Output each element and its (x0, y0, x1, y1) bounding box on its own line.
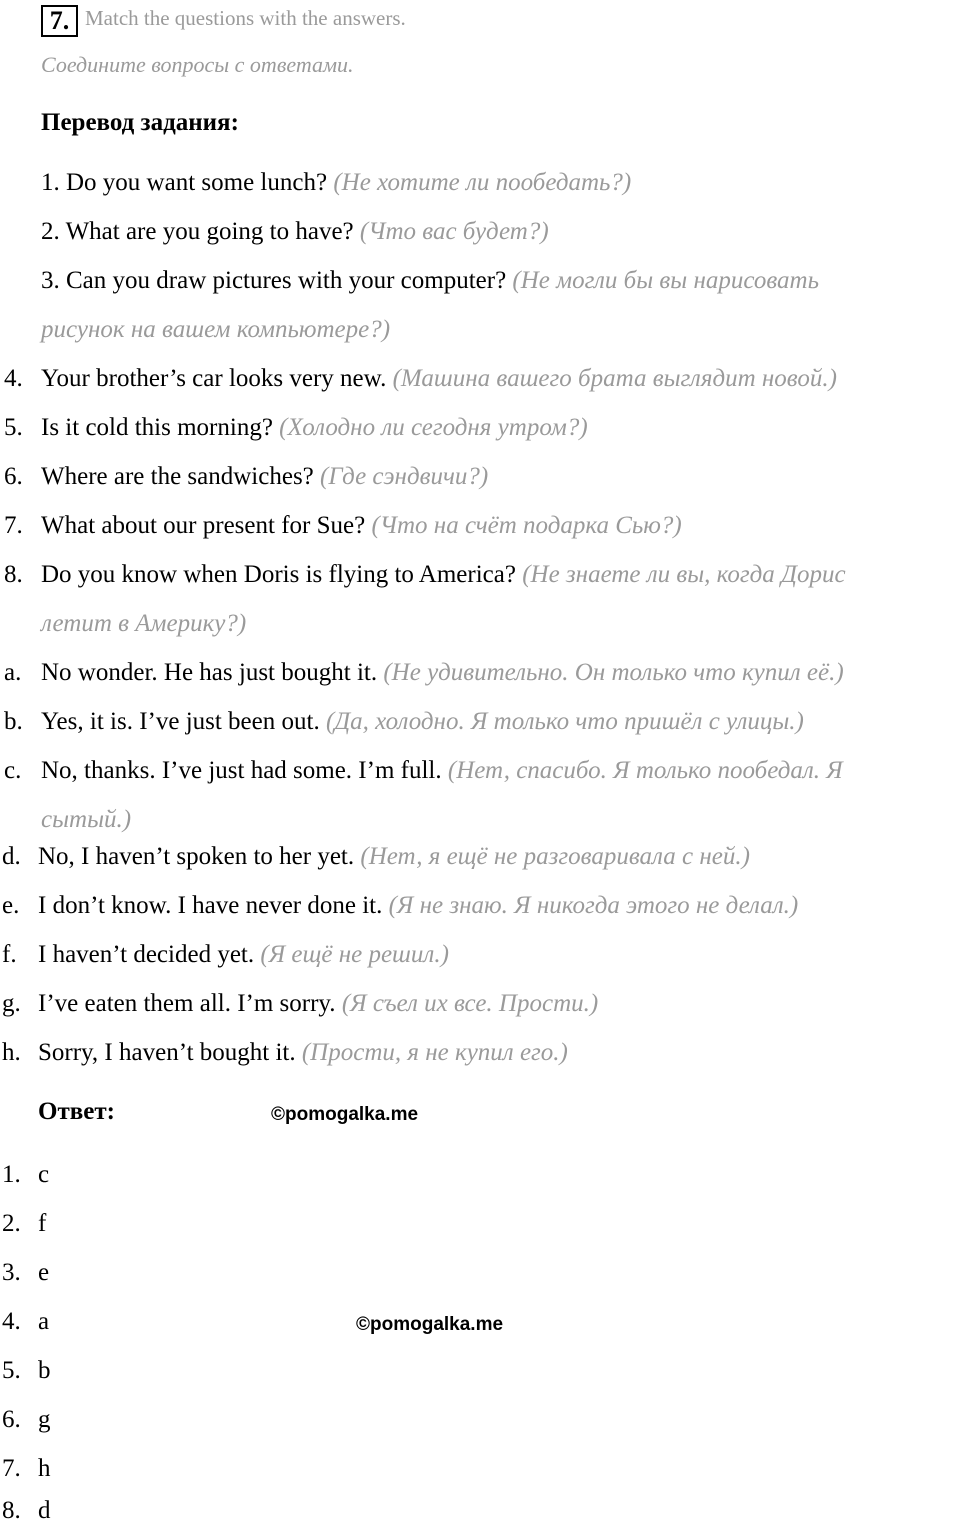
answer-translation: (Я съел их все. Прости.) (341, 990, 599, 1017)
question-translation: (Что вас будет?) (359, 218, 549, 245)
question-translation: (Не могли бы вы нарисовать (512, 267, 819, 294)
answer-g (38, 989, 598, 1019)
question-number: 4. (4, 365, 23, 392)
answer-f (38, 940, 449, 970)
answer-translation: (Я не знаю. Я никогда этого не делал.) (388, 892, 799, 919)
answer-letter: c. (4, 757, 22, 784)
result-number: 3. (2, 1259, 21, 1286)
question-5 (41, 413, 588, 443)
question-2 (41, 217, 549, 247)
answer-translation: (Не удивительно. Он только что купил её.) (383, 659, 844, 686)
question-7 (41, 511, 682, 541)
answer-letter: d. (2, 843, 21, 870)
question-3-translation-cont: рисунок на вашем компьютере?) (41, 316, 391, 343)
answer-letter: g. (2, 990, 21, 1017)
answer-h (38, 1038, 568, 1068)
answer-b (41, 707, 804, 737)
answer-text: Sorry, I haven’t bought it. (38, 1039, 296, 1066)
watermark: ©pomogalka.me (356, 1314, 504, 1335)
task-instruction-en: Match the questions with the answers. (85, 6, 406, 30)
result-letter: f (38, 1210, 47, 1237)
question-8-translation-cont: летит в Америку?) (41, 610, 247, 637)
result-letter: a (38, 1308, 50, 1335)
question-text: Do you know when Doris is flying to America? (41, 561, 516, 588)
question-8 (41, 560, 846, 590)
question-number: 2. (41, 218, 60, 245)
answer-translation: (Прости, я не купил его.) (301, 1039, 568, 1066)
answer-text: No, I haven’t spoken to her yet. (38, 843, 355, 870)
answer-text: I haven’t decided yet. (38, 941, 255, 968)
answer-translation: (Да, холодно. Я только что пришёл с улицы.) (325, 708, 804, 735)
question-text: Where are the sandwiches? (41, 463, 314, 490)
result-number: 5. (2, 1357, 21, 1384)
answer-text: Yes, it is. I’ve just been out. (41, 708, 320, 735)
result-letter: c (38, 1161, 50, 1188)
question-number: 3. (41, 267, 60, 294)
answer-e (38, 891, 798, 921)
answer-letter: b. (4, 708, 23, 735)
question-text: Your brother’s car looks very new. (41, 365, 387, 392)
question-number: 6. (4, 463, 23, 490)
question-translation: (Машина вашего брата выглядит новой.) (392, 365, 837, 392)
result-letter: e (38, 1259, 50, 1286)
question-3 (41, 266, 819, 296)
answer-text: I’ve eaten them all. I’m sorry. (38, 990, 336, 1017)
question-text: Do you want some lunch? (66, 169, 328, 196)
question-6 (41, 462, 488, 492)
result-number: 4. (2, 1308, 21, 1335)
result-letter: g (38, 1406, 51, 1433)
result-number: 7. (2, 1455, 21, 1482)
question-translation: (Что на счёт подарка Сью?) (371, 512, 682, 539)
task-instruction-ru: Соедините вопросы с ответами. (41, 52, 354, 77)
question-translation: (Холодно ли сегодня утром?) (279, 414, 588, 441)
answer-c (41, 756, 843, 786)
answer-text: No, thanks. I’ve just had some. I’m full. (41, 757, 442, 784)
result-number: 6. (2, 1406, 21, 1433)
result-letter: d (38, 1497, 51, 1524)
question-translation: (Где сэндвичи?) (320, 463, 489, 490)
result-number: 1. (2, 1161, 21, 1188)
question-4 (41, 364, 837, 394)
answer-translation: (Нет, спасибо. Я только пообедал. Я (447, 757, 843, 784)
answer-heading: Ответ: (38, 1098, 115, 1125)
question-number: 1. (41, 169, 60, 196)
question-text: Is it cold this morning? (41, 414, 273, 441)
question-text: What are you going to have? (65, 218, 354, 245)
question-text: What about our present for Sue? (41, 512, 366, 539)
question-1 (41, 168, 631, 198)
answer-text: I don’t know. I have never done it. (38, 892, 383, 919)
answer-translation: (Я ещё не решил.) (260, 941, 449, 968)
result-letter: h (38, 1455, 51, 1482)
answer-d (38, 842, 750, 872)
answer-text: No wonder. He has just bought it. (41, 659, 378, 686)
result-number: 8. (2, 1497, 21, 1524)
translation-heading: Перевод задания: (41, 109, 239, 136)
question-number: 8. (4, 561, 23, 588)
result-letter: b (38, 1357, 51, 1384)
question-text: Can you draw pictures with your computer? (66, 267, 507, 294)
watermark: ©pomogalka.me (271, 1104, 419, 1125)
answer-c-translation-cont: сытый.) (41, 806, 132, 833)
answer-a (41, 658, 844, 688)
answer-translation: (Нет, я ещё не разговаривала с ней.) (360, 843, 750, 870)
answer-letter: h. (2, 1039, 21, 1066)
result-number: 2. (2, 1210, 21, 1237)
question-number: 7. (4, 512, 23, 539)
question-translation: (Не хотите ли пообедать?) (333, 169, 632, 196)
question-number: 5. (4, 414, 23, 441)
answer-letter: a. (4, 659, 22, 686)
answer-letter: e. (2, 892, 20, 919)
question-translation: (Не знаете ли вы, когда Дорис (522, 561, 846, 588)
answer-letter: f. (2, 941, 17, 968)
task-number: 7. (41, 5, 78, 37)
